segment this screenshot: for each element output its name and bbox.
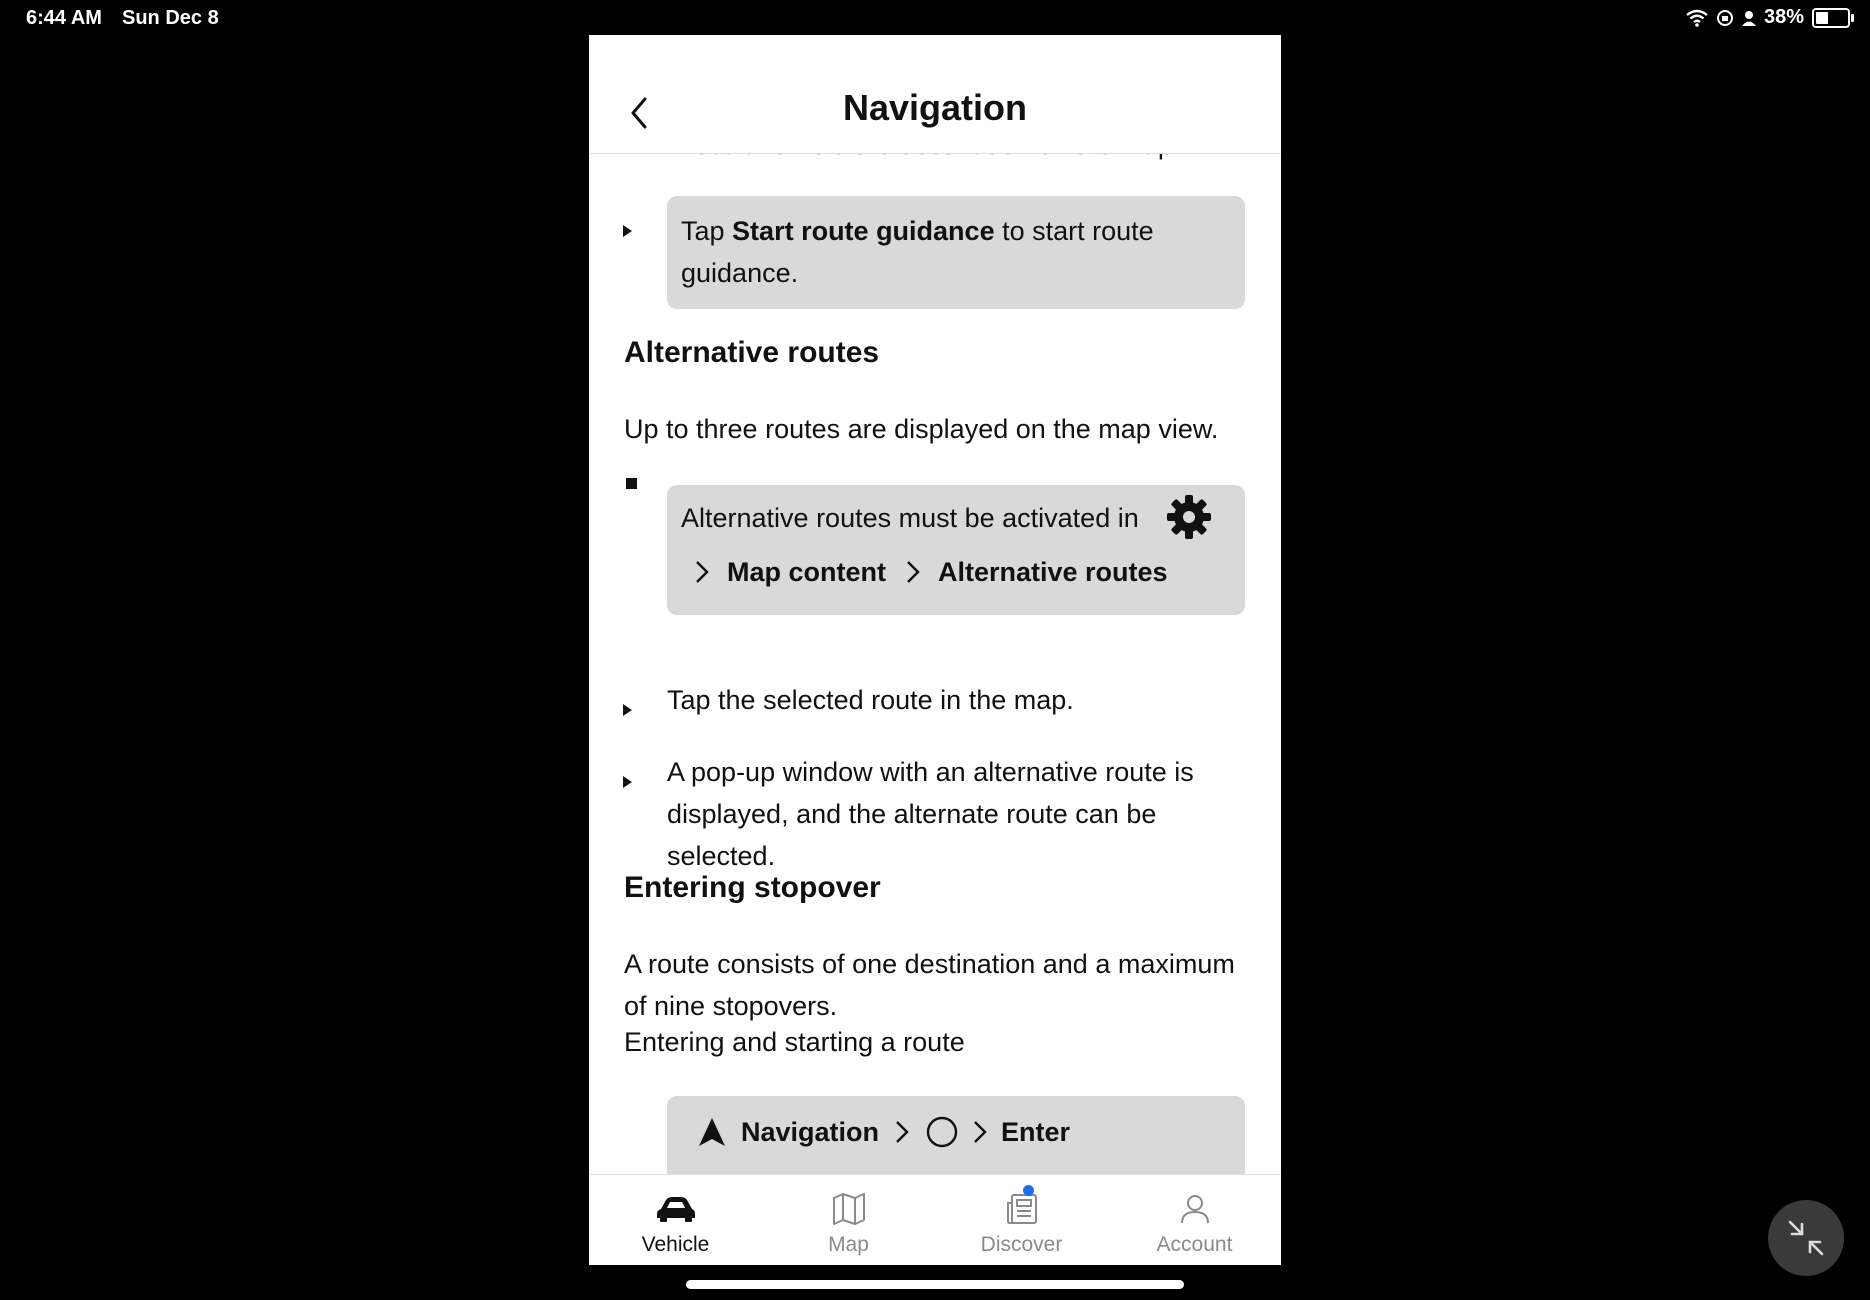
orientation-lock-icon xyxy=(1716,9,1734,27)
bullet-arrow-icon xyxy=(623,225,632,237)
tab-label: Vehicle xyxy=(641,1233,710,1256)
circle-icon xyxy=(925,1115,959,1149)
bullet-square-icon xyxy=(626,478,637,489)
bullet-arrow-icon xyxy=(623,704,632,716)
map-content-label: Map content xyxy=(727,557,886,587)
minimize-button[interactable] xyxy=(1768,1200,1844,1276)
step-text: Tap the selected route in the map. xyxy=(667,685,1074,715)
bullet-arrow-icon xyxy=(623,776,632,788)
step-text: A pop-up window with an alternative route is displayed, and the alternate route can be selected. xyxy=(667,757,1194,871)
paragraph: Entering and starting a route xyxy=(624,1027,965,1057)
paragraph: A route consists of one destination and a maximum of nine stopovers. xyxy=(624,949,1235,1021)
tab-account[interactable] xyxy=(1108,1175,1281,1265)
section-heading: Entering stopover xyxy=(624,871,881,904)
person-icon xyxy=(1177,1191,1213,1227)
note-box xyxy=(667,485,1245,615)
alternative-routes-label: Alternative routes xyxy=(938,557,1168,587)
home-indicator[interactable] xyxy=(686,1280,1184,1289)
status-date: Sun Dec 8 xyxy=(122,7,219,29)
tab-label: Discover xyxy=(980,1233,1063,1256)
chevron-right-icon xyxy=(891,1117,913,1147)
enter-label: Enter xyxy=(1001,1117,1071,1147)
minimize-arrows-icon xyxy=(1768,1200,1844,1276)
news-icon xyxy=(1004,1191,1040,1227)
car-icon xyxy=(655,1191,697,1225)
tab-label: Map xyxy=(828,1233,869,1256)
navigation-label: Navigation xyxy=(741,1117,880,1147)
page-title: Navigation xyxy=(842,87,1028,128)
section-heading: Alternative routes xyxy=(624,336,880,369)
gear-icon xyxy=(1165,493,1213,541)
tab-vehicle[interactable] xyxy=(589,1175,762,1265)
paragraph: Up to three routes are displayed on the map view. xyxy=(624,414,1219,444)
chevron-right-icon xyxy=(691,557,713,587)
navigation-arrow-icon xyxy=(695,1115,729,1149)
chevron-right-icon xyxy=(902,557,924,587)
start-route-guidance-label: Start route guidance xyxy=(732,216,995,246)
step-text-suffix: to start route guidance. xyxy=(681,216,1154,288)
battery-percent: 38% xyxy=(1763,6,1804,28)
battery-icon xyxy=(1812,8,1850,28)
person-status-icon xyxy=(1742,9,1756,27)
status-time: 6:44 AM xyxy=(26,7,102,29)
tab-label: Account xyxy=(1156,1233,1233,1256)
status-indicators xyxy=(1686,6,1850,29)
notification-badge xyxy=(1023,1185,1034,1196)
status-bar xyxy=(0,0,1870,40)
tab-bar xyxy=(589,1174,1281,1265)
note-text: Alternative routes must be activated in xyxy=(681,503,1139,533)
app-window xyxy=(589,35,1281,1264)
header xyxy=(589,35,1281,154)
step-box xyxy=(667,196,1245,309)
tab-discover[interactable] xyxy=(935,1175,1108,1265)
step-text-prefix: Tap xyxy=(681,216,733,246)
manual-content[interactable] xyxy=(589,154,1281,1209)
tab-map[interactable] xyxy=(762,1175,935,1265)
chevron-right-icon xyxy=(969,1117,991,1147)
map-icon xyxy=(831,1191,867,1227)
wifi-icon xyxy=(1686,9,1708,27)
